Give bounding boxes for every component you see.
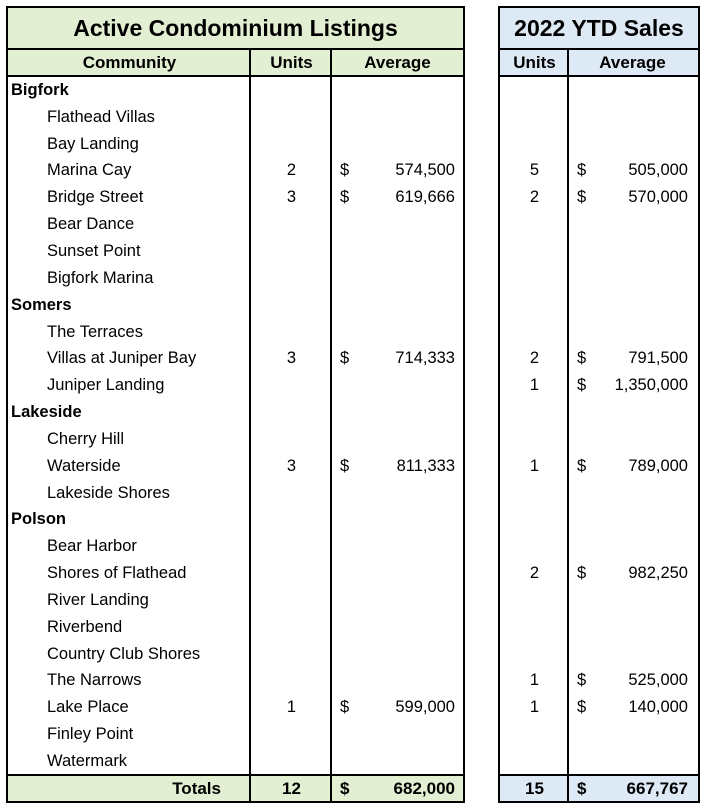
active-average-cell	[332, 238, 463, 265]
community-group-row	[8, 292, 463, 319]
table-row	[8, 721, 463, 748]
totals-average-cell	[332, 776, 463, 801]
table-row	[500, 184, 698, 211]
ytd-units	[500, 480, 569, 507]
community-name: Lakeside Shores	[47, 483, 170, 502]
community-name: Flathead Villas	[47, 107, 155, 126]
table-row	[500, 641, 698, 668]
table-row	[500, 587, 698, 614]
active-listings-table	[6, 6, 465, 803]
ytd-units: 1	[529, 698, 540, 717]
community-name: River Landing	[47, 590, 149, 609]
ytd-average-cell	[569, 211, 698, 238]
community-name: Riverbend	[47, 617, 123, 636]
ytd-units	[500, 587, 569, 614]
table-row	[500, 480, 698, 507]
ytd-average-cell	[569, 238, 698, 265]
active-units	[251, 265, 332, 292]
column-divider	[567, 50, 569, 801]
table-row	[500, 668, 698, 695]
community-name: The Narrows	[47, 671, 142, 690]
ytd-units	[500, 641, 569, 668]
community-name: Waterside	[47, 456, 121, 475]
table-row	[8, 345, 463, 372]
active-units: 3	[286, 188, 297, 207]
ytd-sales-title: 2022 YTD Sales	[500, 8, 698, 50]
ytd-average-cell	[569, 158, 698, 185]
table-row	[8, 238, 463, 265]
active-currency: $	[340, 188, 350, 207]
ytd-units: 1	[529, 376, 540, 395]
table-row	[8, 668, 463, 695]
ytd-units: 1	[529, 456, 540, 475]
community-group-row	[8, 507, 463, 534]
totals-units: 12	[282, 778, 301, 798]
active-average-cell	[332, 614, 463, 641]
active-average-cell	[332, 560, 463, 587]
active-average-cell	[332, 587, 463, 614]
column-divider	[330, 50, 332, 801]
table-row	[8, 104, 463, 131]
active-units	[251, 77, 332, 104]
active-average-cell	[332, 641, 463, 668]
active-units	[251, 560, 332, 587]
ytd-average-cell	[569, 319, 698, 346]
active-units	[251, 104, 332, 131]
active-units	[251, 507, 332, 534]
table-row	[500, 507, 698, 534]
table-row	[8, 560, 463, 587]
community-name: Watermark	[47, 752, 128, 771]
active-units	[251, 372, 332, 399]
active-units	[251, 211, 332, 238]
active-average-cell	[332, 211, 463, 238]
ytd-average-cell	[569, 641, 698, 668]
ytd-sales-table	[498, 6, 700, 803]
table-row	[8, 265, 463, 292]
community-name: Juniper Landing	[47, 376, 165, 395]
table-row	[500, 614, 698, 641]
ytd-currency: $	[577, 564, 587, 583]
active-units	[251, 319, 332, 346]
ytd-units: 2	[529, 188, 540, 207]
active-currency: $	[340, 698, 350, 717]
active-units	[251, 426, 332, 453]
ytd-units	[500, 77, 569, 104]
ytd-average-cell	[569, 292, 698, 319]
ytd-units	[500, 614, 569, 641]
table-row	[500, 748, 698, 775]
active-units	[251, 131, 332, 158]
community-name: Country Club Shores	[47, 644, 201, 663]
average-header: Average	[364, 52, 431, 72]
ytd-average-cell	[569, 265, 698, 292]
ytd-average-cell	[569, 533, 698, 560]
ytd-average-cell	[569, 345, 698, 372]
totals-currency: $	[340, 778, 350, 798]
community-group-row	[8, 77, 463, 104]
active-average: 599,000	[395, 698, 455, 717]
ytd-units	[500, 265, 569, 292]
active-units	[251, 668, 332, 695]
active-units: 2	[286, 161, 297, 180]
active-average-cell	[332, 77, 463, 104]
active-average-cell	[332, 319, 463, 346]
table-row	[8, 587, 463, 614]
active-average-cell	[332, 721, 463, 748]
table-row	[500, 265, 698, 292]
ytd-currency: $	[577, 376, 587, 395]
active-average-cell	[332, 131, 463, 158]
table-row	[8, 372, 463, 399]
active-average-cell	[332, 345, 463, 372]
ytd-average: 982,250	[628, 564, 688, 583]
ytd-currency: $	[577, 188, 587, 207]
community-group-name: Somers	[11, 295, 72, 314]
community-name: Marina Cay	[47, 161, 132, 180]
table-row	[500, 104, 698, 131]
active-average-cell	[332, 668, 463, 695]
table-row	[500, 399, 698, 426]
units-header: Units	[270, 52, 313, 72]
ytd-units: 2	[529, 349, 540, 368]
active-average-cell	[332, 480, 463, 507]
active-average: 714,333	[395, 349, 455, 368]
ytd-average: 505,000	[628, 161, 688, 180]
table-row	[500, 158, 698, 185]
active-units	[251, 721, 332, 748]
table-row	[500, 372, 698, 399]
active-units	[251, 292, 332, 319]
ytd-sales-body	[500, 77, 698, 774]
ytd-units	[500, 507, 569, 534]
table-row	[500, 694, 698, 721]
ytd-totals-average: 667,767	[626, 778, 688, 798]
ytd-sales-header-row	[500, 50, 698, 77]
community-name: Sunset Point	[47, 241, 141, 260]
ytd-currency: $	[577, 671, 587, 690]
ytd-units	[500, 426, 569, 453]
ytd-units	[500, 238, 569, 265]
community-name: Bay Landing	[47, 134, 139, 153]
ytd-currency: $	[577, 456, 587, 475]
community-name: Bridge Street	[47, 188, 144, 207]
ytd-average: 1,350,000	[614, 376, 688, 395]
ytd-units	[500, 721, 569, 748]
table-row	[500, 426, 698, 453]
ytd-average-cell	[569, 480, 698, 507]
ytd-units	[500, 533, 569, 560]
active-currency: $	[340, 456, 350, 475]
ytd-average: 525,000	[628, 671, 688, 690]
community-name: Villas at Juniper Bay	[47, 349, 197, 368]
ytd-average-cell	[569, 560, 698, 587]
ytd-average-cell	[569, 453, 698, 480]
ytd-units: 5	[529, 161, 540, 180]
active-average-cell	[332, 426, 463, 453]
community-name: Bear Dance	[47, 215, 135, 234]
ytd-average-cell	[569, 668, 698, 695]
table-row	[500, 77, 698, 104]
table-row	[500, 131, 698, 158]
active-average-cell	[332, 507, 463, 534]
ytd-units: 2	[529, 564, 540, 583]
table-row	[500, 533, 698, 560]
ytd-average-cell	[569, 372, 698, 399]
ytd-average-cell	[569, 77, 698, 104]
active-average-cell	[332, 748, 463, 775]
table-row	[500, 238, 698, 265]
table-row	[500, 319, 698, 346]
ytd-average-cell	[569, 748, 698, 775]
active-units	[251, 238, 332, 265]
table-row	[8, 131, 463, 158]
ytd-average-cell	[569, 426, 698, 453]
community-name: The Terraces	[47, 322, 143, 341]
ytd-totals-units: 15	[525, 778, 544, 798]
active-average-cell	[332, 533, 463, 560]
ytd-currency: $	[577, 698, 587, 717]
active-listings-header-row	[8, 50, 463, 77]
ytd-totals-row	[500, 774, 698, 801]
table-row	[8, 453, 463, 480]
community-group-name: Lakeside	[11, 403, 82, 422]
ytd-average: 140,000	[628, 698, 688, 717]
ytd-units	[500, 211, 569, 238]
ytd-units	[500, 292, 569, 319]
community-group-row	[8, 399, 463, 426]
ytd-totals-average-cell	[569, 776, 698, 801]
active-totals-row	[8, 774, 463, 801]
table-row	[500, 721, 698, 748]
ytd-average-cell	[569, 184, 698, 211]
active-average-cell	[332, 104, 463, 131]
active-units	[251, 587, 332, 614]
ytd-average-header: Average	[599, 52, 666, 72]
active-units: 3	[286, 456, 297, 475]
table-row	[8, 694, 463, 721]
active-units	[251, 480, 332, 507]
totals-label: Totals	[172, 778, 221, 798]
active-average-cell	[332, 694, 463, 721]
active-units: 1	[286, 698, 297, 717]
active-units	[251, 641, 332, 668]
table-row	[8, 319, 463, 346]
table-row	[500, 560, 698, 587]
active-units: 3	[286, 349, 297, 368]
table-row	[8, 533, 463, 560]
active-average: 574,500	[395, 161, 455, 180]
community-name: Shores of Flathead	[47, 564, 187, 583]
ytd-average-cell	[569, 721, 698, 748]
active-units	[251, 399, 332, 426]
table-row	[8, 211, 463, 238]
active-average: 811,333	[396, 456, 455, 475]
community-header: Community	[82, 52, 177, 72]
ytd-units	[500, 131, 569, 158]
community-name: Finley Point	[47, 725, 134, 744]
ytd-currency: $	[577, 161, 587, 180]
table-row	[8, 641, 463, 668]
ytd-average: 789,000	[628, 456, 688, 475]
community-name: Bear Harbor	[47, 537, 137, 556]
ytd-average-cell	[569, 694, 698, 721]
table-row	[8, 426, 463, 453]
active-currency: $	[340, 349, 350, 368]
ytd-average-cell	[569, 614, 698, 641]
ytd-average-cell	[569, 507, 698, 534]
community-name: Bigfork Marina	[47, 268, 154, 287]
active-average-cell	[332, 453, 463, 480]
table-row	[8, 184, 463, 211]
table-row	[500, 292, 698, 319]
ytd-average-cell	[569, 104, 698, 131]
active-units	[251, 533, 332, 560]
ytd-units	[500, 399, 569, 426]
active-currency: $	[340, 161, 350, 180]
community-group-name: Polson	[11, 510, 67, 529]
active-average-cell	[332, 158, 463, 185]
community-group-name: Bigfork	[11, 80, 69, 99]
ytd-units	[500, 104, 569, 131]
table-row	[8, 614, 463, 641]
active-average-cell	[332, 265, 463, 292]
table-row	[8, 158, 463, 185]
active-average-cell	[332, 184, 463, 211]
ytd-currency: $	[577, 349, 587, 368]
active-units	[251, 614, 332, 641]
ytd-average-cell	[569, 587, 698, 614]
ytd-units	[500, 319, 569, 346]
table-row	[500, 345, 698, 372]
ytd-average: 791,500	[628, 349, 688, 368]
community-name: Cherry Hill	[47, 429, 125, 448]
table-row	[8, 748, 463, 775]
ytd-average-cell	[569, 131, 698, 158]
active-listings-body	[8, 77, 463, 774]
community-name: Lake Place	[47, 698, 129, 717]
ytd-average-cell	[569, 399, 698, 426]
ytd-units-header: Units	[513, 52, 556, 72]
ytd-average: 570,000	[628, 188, 688, 207]
totals-average: 682,000	[393, 778, 455, 798]
ytd-units: 1	[529, 671, 540, 690]
active-average: 619,666	[395, 188, 455, 207]
column-divider	[249, 50, 251, 801]
active-average-cell	[332, 399, 463, 426]
active-units	[251, 748, 332, 775]
active-average-cell	[332, 372, 463, 399]
ytd-totals-currency: $	[577, 778, 587, 798]
active-listings-title: Active Condominium Listings	[8, 8, 463, 50]
ytd-units	[500, 748, 569, 775]
table-row	[8, 480, 463, 507]
active-average-cell	[332, 292, 463, 319]
table-row	[500, 453, 698, 480]
table-row	[500, 211, 698, 238]
